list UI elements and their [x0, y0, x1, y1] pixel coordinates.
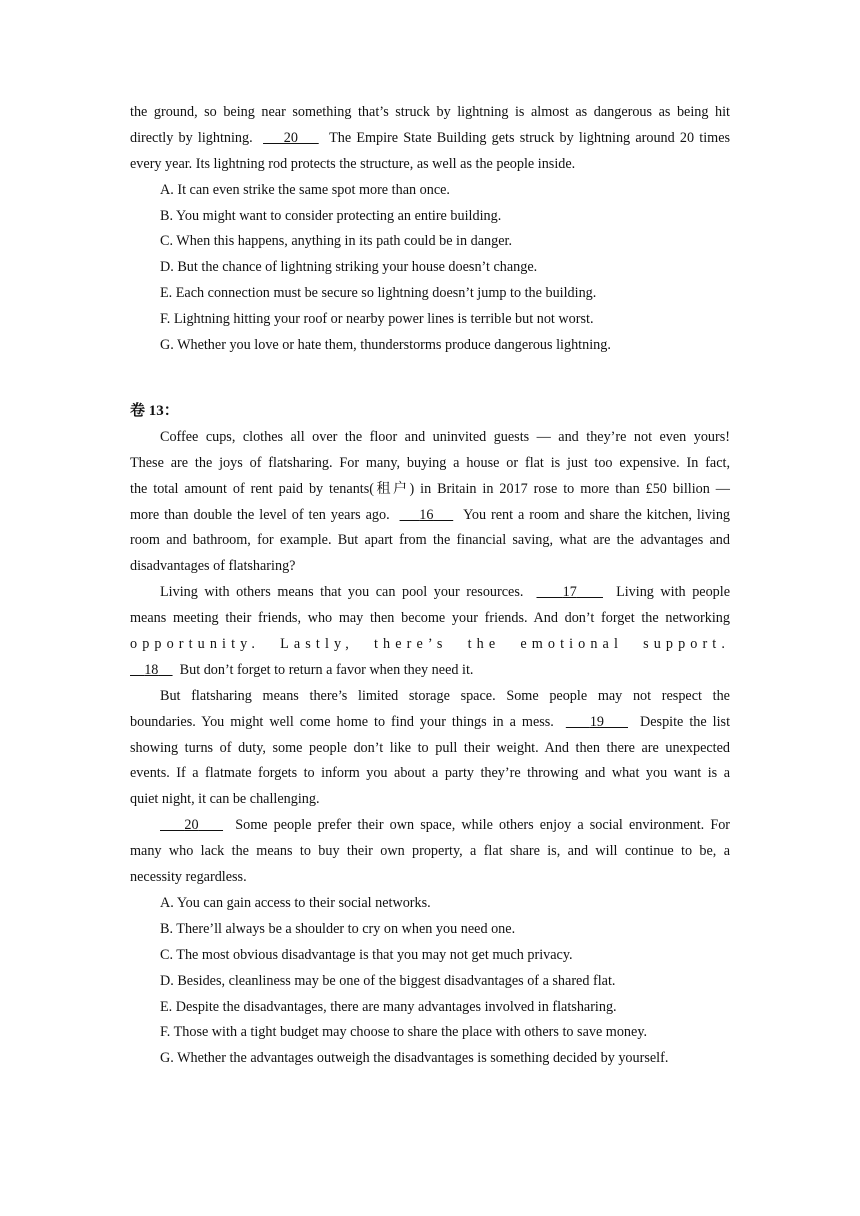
- passage-line: the ground, so being near something that’s struck by lightning is almost as dangerous as being hit: [130, 104, 730, 120]
- passage-line: [130, 658, 730, 684]
- option-a: A. You can gain access to their social networks.: [160, 894, 431, 911]
- option-a: A. It can even strike the same spot more than once.: [160, 181, 450, 198]
- passage-line: necessity regardless.: [130, 869, 247, 886]
- passage-line: Coffee cups, clothes all over the floor and uninvited guests — and they’re not even yours!: [160, 428, 730, 445]
- option-d: D. But the chance of lightning striking your house doesn’t change.: [160, 259, 538, 276]
- section-13-heading: 卷 13：: [130, 402, 179, 419]
- passage-text: directly by lightning.: [130, 129, 253, 146]
- option-e: E. Despite the disadvantages, there are many advantages involved in flatsharing.: [160, 998, 617, 1015]
- passage-text: The Empire State Building gets struck by lightning around 20 times: [329, 129, 731, 146]
- passage-text: But don’t forget to return a favor when they need it.: [179, 661, 474, 678]
- passage-line: events. If a flatmate forgets to inform you about a party they’re throwing and what you want is a: [130, 765, 730, 782]
- blank-20: 20: [184, 817, 199, 834]
- passage-line: [130, 710, 730, 736]
- document-page: [130, 100, 730, 1072]
- passage-line: quiet night, it can be challenging.: [130, 791, 320, 808]
- passage-text: You rent a room and share the kitchen, living: [463, 506, 731, 523]
- passage-line: opportunity. Lastly, there’s the emotional support.: [130, 636, 730, 653]
- passage-line: disadvantages of flatsharing?: [130, 558, 296, 575]
- blank-18: 18: [144, 661, 159, 678]
- option-d: D. Besides, cleanliness may be one of the biggest disadvantages of a shared flat.: [160, 972, 616, 989]
- passage-line: showing turns of duty, some people don’t like to pull their weight. And then there are unexpected: [130, 739, 730, 756]
- section-13-paragraph-2: [130, 580, 730, 684]
- option-g: G. Whether the advantages outweigh the disadvantages is something decided by yourself.: [160, 1050, 669, 1067]
- passage-text: Despite the list: [640, 713, 731, 730]
- section-12-options: [130, 178, 730, 359]
- passage-text: Some people prefer their own space, while others enjoy a social environment. For: [235, 817, 731, 834]
- passage-line: But flatsharing means there’s limited storage space. Some people may not respect the: [160, 687, 730, 704]
- option-f: F. Lightning hitting your roof or nearby power lines is terrible but not worst.: [160, 311, 594, 328]
- option-b: B. You might want to consider protecting an entire building.: [160, 207, 502, 224]
- blank-17: 17: [562, 584, 577, 601]
- blank-19: 19: [589, 713, 605, 730]
- passage-line: [130, 126, 730, 152]
- passage-line: the total amount of rent paid by tenants(租户) in Britain in 2017 rose to more than £50 billion —: [130, 480, 730, 497]
- section-13-paragraph-1: [130, 425, 730, 580]
- option-c: C. The most obvious disadvantage is that you may not get much privacy.: [160, 946, 573, 963]
- section-13-options: [130, 891, 730, 1072]
- passage-line: every year. Its lightning rod protects the structure, as well as the people inside.: [130, 155, 576, 172]
- passage-line: many who lack the means to buy their own property, a flat share is, and will continue to be, a: [130, 843, 730, 860]
- section-gap: [130, 359, 730, 397]
- passage-text: boundaries. You might well come home to find your things in a mess.: [130, 713, 554, 730]
- blank-20: 20: [263, 129, 319, 146]
- option-c: C. When this happens, anything in its path could be in danger.: [160, 233, 513, 250]
- passage-line: room and bathroom, for example. But apart from the financial saving, what are the advantages and: [130, 532, 730, 549]
- passage-text: Living with others means that you can pool your resources.: [160, 584, 524, 601]
- option-e: E. Each connection must be secure so lightning doesn’t jump to the building.: [160, 285, 597, 302]
- passage-line: [130, 503, 730, 529]
- passage-text: more than double the level of ten years ago.: [130, 506, 390, 523]
- section-13-paragraph-4: [130, 813, 730, 891]
- option-b: B. There’ll always be a shoulder to cry on when you need one.: [160, 920, 516, 937]
- option-g: G. Whether you love or hate them, thunderstorms produce dangerous lightning.: [160, 337, 611, 354]
- passage-line: [130, 580, 730, 606]
- section-13-paragraph-3: [130, 684, 730, 813]
- passage-line: means meeting their friends, who may then become your friends. And don’t forget the networking: [130, 610, 730, 627]
- passage-line: [130, 813, 730, 839]
- section-12-passage: [130, 100, 730, 178]
- passage-line: These are the joys of flatsharing. For many, buying a house or flat is just too expensive. In fact,: [130, 454, 730, 471]
- blank-16: 16: [419, 506, 434, 523]
- passage-text: Living with people: [616, 584, 731, 601]
- option-f: F. Those with a tight budget may choose to share the place with others to save money.: [160, 1024, 648, 1041]
